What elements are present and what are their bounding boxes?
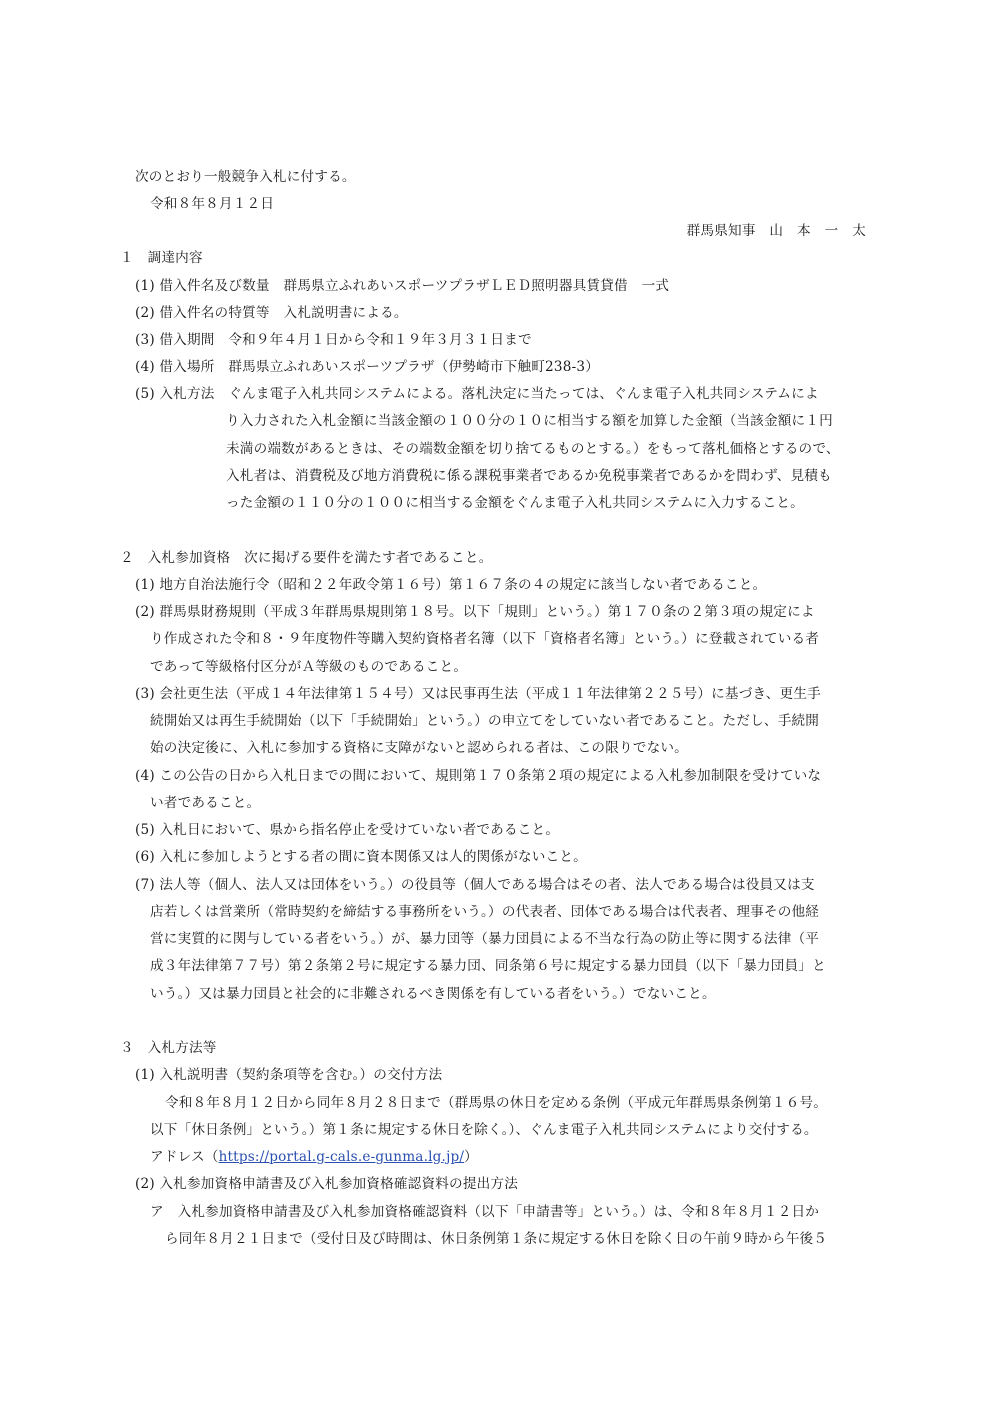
s1-item-3: (3) 借入期間 令和９年４月１日から令和１９年３月３１日まで <box>135 332 532 348</box>
s1-item-5-line-3: 未満の端数があるときは、その端数金額を切り捨てるものとする。）をもって落札価格とするので、 <box>226 441 840 457</box>
s3-item-1-line-1: 令和８年８月１２日から同年８月２８日まで（群馬県の休日を定める条例（平成元年群馬県条例第１６号。 <box>165 1095 828 1111</box>
s3-item-2-line-2: ら同年８月２１日まで（受付日及び時間は、休日条例第１条に規定する休日を除く日の午前９時から午後５ <box>165 1231 828 1247</box>
s1-item-4: (4) 借入場所 群馬県立ふれあいスポーツプラザ（伊勢崎市下触町238-3） <box>135 359 600 375</box>
s2-item-4-line-1: (4) この公告の日から入札日までの間において、規則第１７０条第２項の規定による入札参加制限を受けていな <box>135 768 822 784</box>
issuer-name: 群馬県知事 山 本 一 太 <box>686 223 866 239</box>
s2-item-2-line-3: であって等級格付区分がＡ等級のものであること。 <box>150 659 468 675</box>
address-close: ） <box>464 1149 478 1165</box>
s3-item-1-line-2: 以下「休日条例」という。）第１条に規定する休日を除く。）、ぐんま電子入札共同システムにより交付する。 <box>150 1122 818 1138</box>
s2-item-5: (5) 入札日において、県から指名停止を受けていない者であること。 <box>135 822 560 838</box>
s3-item-1: (1) 入札説明書（契約条項等を含む。）の交付方法 <box>135 1067 443 1083</box>
s3-address-line <box>150 1148 478 1166</box>
section-2-heading: ２ 入札参加資格 次に掲げる要件を満たす者であること。 <box>120 550 493 566</box>
s3-item-2: (2) 入札参加資格申請書及び入札参加資格確認資料の提出方法 <box>135 1176 519 1192</box>
s2-item-2-line-1: (2) 群馬県財務規則（平成３年群馬県規則第１８号。以下「規則」という。）第１７０条の２第３項の規定によ <box>135 604 815 620</box>
s2-item-4-line-2: い者であること。 <box>150 795 261 811</box>
section-3-heading: ３ 入札方法等 <box>120 1040 217 1056</box>
s2-item-3-line-3: 始の決定後に、入札に参加する資格に支障がないと認められる者は、この限りでない。 <box>150 740 688 756</box>
s3-item-2-line-1: ア 入札参加資格申請書及び入札参加資格確認資料（以下「申請書等」という。）は、令和８年８月１２日か <box>150 1204 820 1220</box>
s1-item-5-line-2: り入力された入札金額に当該金額の１００分の１０に相当する額を加算した金額（当該金額に１円 <box>226 413 833 429</box>
s2-item-2-line-2: り作成された令和８・９年度物件等購入契約資格者名簿（以下「資格者名簿」という。）に登載されている者 <box>150 631 820 647</box>
s2-item-1: (1) 地方自治法施行令（昭和２２年政令第１６号）第１６７条の４の規定に該当しない者であること。 <box>135 577 767 593</box>
s1-item-2: (2) 借入件名の特質等 入札説明書による。 <box>135 305 408 321</box>
intro-text: 次のとおり一般競争入札に付する。 <box>135 169 356 185</box>
s1-item-5-line-1: (5) 入札方法 ぐんま電子入札共同システムによる。落札決定に当たっては、ぐんま電子入札共同システムによ <box>135 386 819 402</box>
s2-item-3-line-2: 続開始又は再生手続開始（以下「手続開始」という。）の申立てをしていない者であること。ただし、手続開 <box>150 713 820 729</box>
s2-item-3-line-1: (3) 会社更生法（平成１４年法律第１５４号）又は民事再生法（平成１１年法律第２２５号）に基づき、更生手 <box>135 686 821 702</box>
section-1-heading: １ 調達内容 <box>120 250 203 266</box>
s1-item-5-line-4: 入札者は、消費税及び地方消費税に係る課税事業者であるか免税事業者であるかを問わず、見積も <box>226 468 832 484</box>
s2-item-7-line-2: 店若しくは営業所（常時契約を締結する事務所をいう。）の代表者、団体である場合は代表者、理事その他経 <box>150 904 820 920</box>
s2-item-7-line-3: 営に実質的に関与している者をいう。）が、暴力団等（暴力団員による不当な行為の防止等に関する法律（平 <box>150 931 820 947</box>
s2-item-7-line-4: 成３年法律第７７号）第２条第２号に規定する暴力団、同条第６号に規定する暴力団員（以下「暴力団員」と <box>150 958 826 974</box>
s1-item-1: (1) 借入件名及び数量 群馬県立ふれあいスポーツプラザＬＥＤ照明器具賃貸借 一式 <box>135 278 670 294</box>
address-label: アドレス（ <box>150 1149 219 1165</box>
portal-url-link[interactable]: https://portal.g-cals.e-gunma.lg.jp/ <box>218 1149 465 1165</box>
s2-item-7-line-5: いう。）又は暴力団員と社会的に非難されるべき関係を有している者をいう。）でないこと。 <box>150 986 716 1002</box>
s2-item-7-line-1: (7) 法人等（個人、法人又は団体をいう。）の役員等（個人である場合はその者、法人である場合は役員又は支 <box>135 877 815 893</box>
s1-item-5-line-5: った金額の１１０分の１００に相当する金額をぐんま電子入札共同システムに入力すること。 <box>226 495 804 511</box>
s2-item-6: (6) 入札に参加しようとする者の間に資本関係又は人的関係がないこと。 <box>135 849 587 865</box>
notice-date: 令和８年８月１２日 <box>150 196 275 212</box>
